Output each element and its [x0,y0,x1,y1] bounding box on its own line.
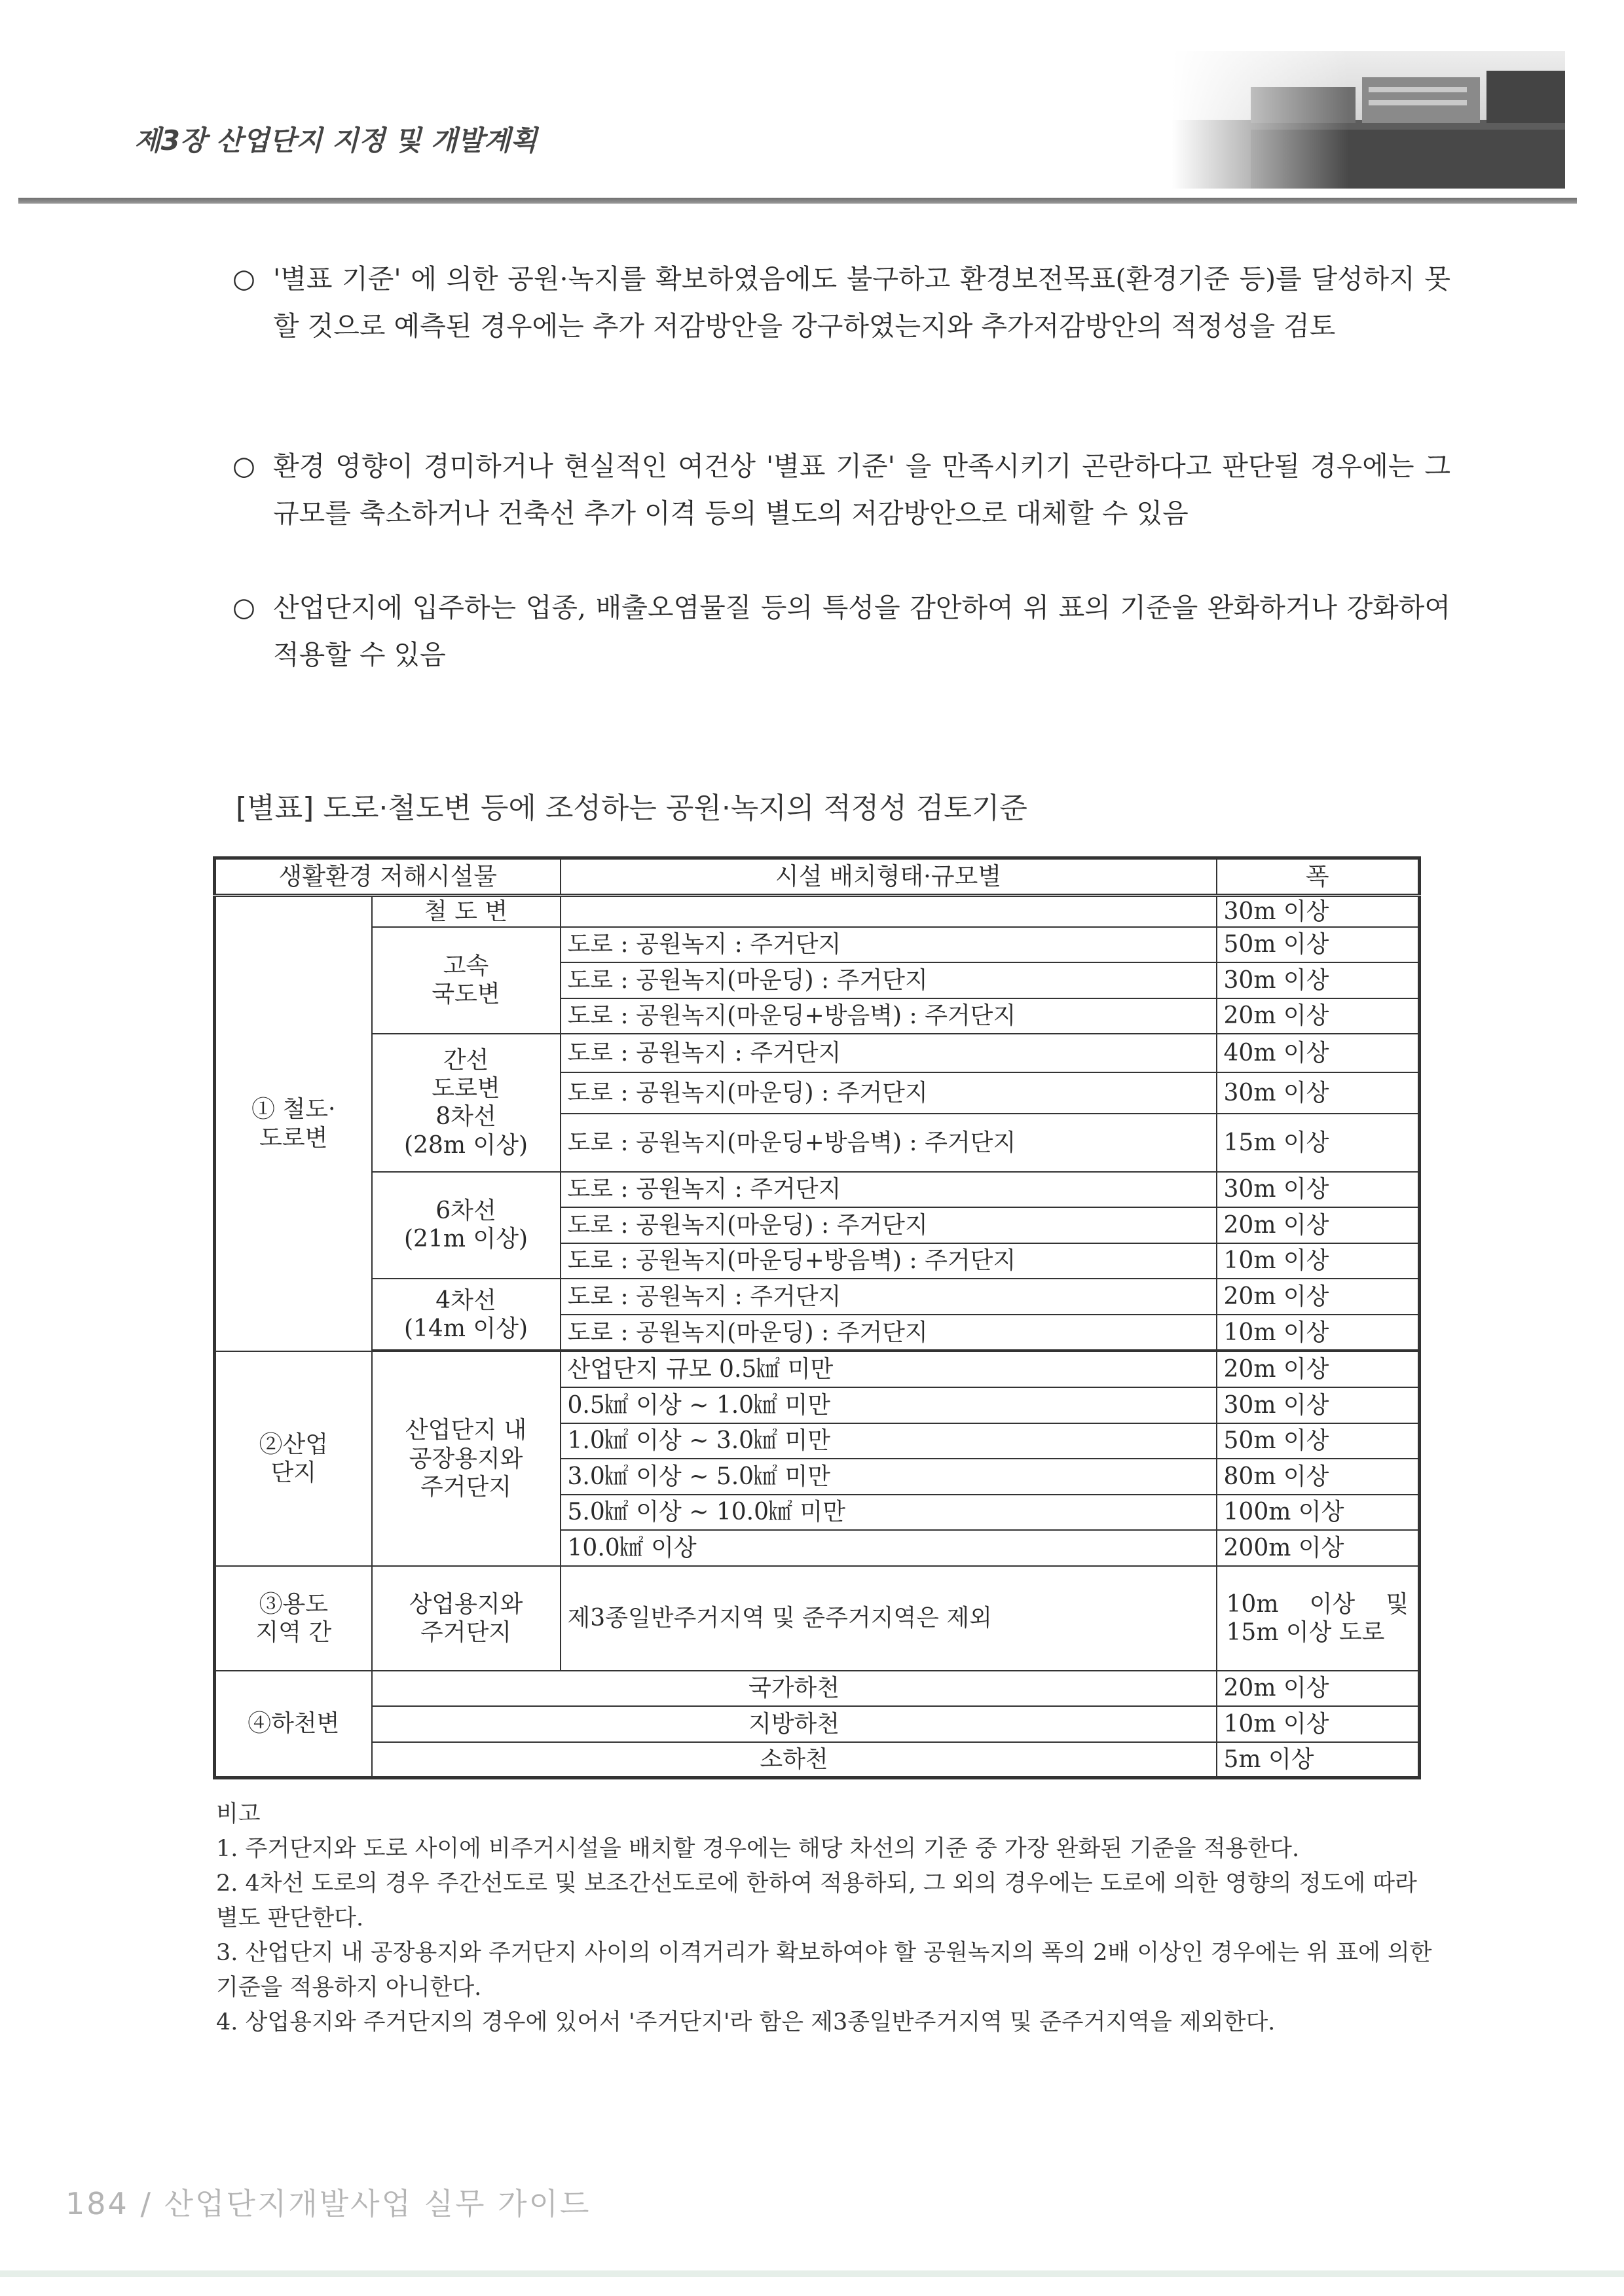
subgroup-factory-residential: 산업단지 내 공장용지와 주거단지 [372,1351,561,1565]
layout-cell: 도로 : 공원녹지 : 주거단지 [561,927,1217,963]
bullet-circle-icon: ○ [232,592,255,623]
group-label-river: ④하천변 [215,1671,372,1778]
layout-cell: 도로 : 공원녹지 : 주거단지 [561,1279,1217,1315]
layout-cell: 도로 : 공원녹지(마운딩) : 주거단지 [561,962,1217,998]
width-cell: 80m 이상 [1217,1459,1420,1495]
layout-cell: 1.0㎢ 이상 ~ 3.0㎢ 미만 [561,1423,1217,1459]
group-label-rail-road: ① 철도· 도로변 [215,895,372,1351]
bullet-paragraph [232,443,1450,537]
bullet-paragraph [232,584,1450,678]
width-cell: 30m 이상 [1217,1172,1420,1208]
layout-cell: 도로 : 공원녹지 : 주거단지 [561,1172,1217,1208]
layout-cell: 지방하천 [372,1706,1217,1742]
header-layout: 시설 배치형태·규모별 [561,858,1217,896]
layout-cell: 도로 : 공원녹지(마운딩+방음벽) : 주거단지 [561,1114,1217,1172]
layout-cell: 소하천 [372,1742,1217,1778]
footer-rule [0,2270,1624,2277]
subgroup-6-lane: 6차선 (21m 이상) [372,1172,561,1279]
width-cell: 10m 이상 [1217,1706,1420,1742]
width-cell: 30m 이상 [1217,962,1420,998]
subgroup-commercial-residential: 상업용지와 주거단지 [372,1566,561,1671]
bullet-text: '별표 기준' 에 의한 공원·녹지를 확보하였음에도 불구하고 환경보전목표(환경기준 등)를 달성하지 못할 것으로 예측된 경우에는 추가 저감방안을 강구하였는지와 추가저감방안의 적정성을 검토 [273,263,1450,342]
width-cell: 20m 이상 [1217,1279,1420,1315]
bullet-paragraph [232,255,1450,350]
note-item: 4. 상업용지와 주거단지의 경우에 있어서 '주거단지'라 함은 제3종일반주거지역 및 준주거지역을 제외한다. [216,2009,1276,2035]
width-cell: 10m 이상 및 15m 이상 도로 [1217,1566,1420,1671]
note-item: 3. 산업단지 내 공장용지와 주거단지 사이의 이격거리가 확보하여야 할 공원녹지의 폭의 2배 이상인 경우에는 위 표에 의한 기준을 적용하지 아니한다. [216,1940,1432,2001]
table-caption: [별표] 도로·철도변 등에 조성하는 공원·녹지의 적정성 검토기준 [236,792,1027,825]
page-number: 184 [65,2186,129,2221]
bullet-circle-icon: ○ [232,264,255,294]
width-cell: 5m 이상 [1217,1742,1420,1778]
layout-cell: 도로 : 공원녹지(마운딩+방음벽) : 주거단지 [561,1243,1217,1279]
width-cell: 30m 이상 [1217,1072,1420,1114]
layout-cell: 도로 : 공원녹지(마운딩) : 주거단지 [561,1072,1217,1114]
width-cell: 50m 이상 [1217,927,1420,963]
book-title: 산업단지개발사업 실무 가이드 [164,2186,591,2221]
subgroup-arterial-8-lane: 간선 도로변 8차선 (28m 이상) [372,1034,561,1171]
width-cell: 30m 이상 [1217,895,1420,927]
width-cell: 30m 이상 [1217,1387,1420,1423]
width-cell: 20m 이상 [1217,998,1420,1034]
subgroup-rail: 철 도 변 [372,895,561,927]
bullet-text: 환경 영향이 경미하거나 현실적인 여건상 '별표 기준' 을 만족시키기 곤란하다고 판단될 경우에는 그 규모를 축소하거나 건축선 추가 이격 등의 별도의 저감방안으로 대체할 수 있음 [273,450,1450,529]
group-label-zoning: ③용도 지역 간 [215,1566,372,1671]
bullet-text: 산업단지에 입주하는 업종, 배출오염물질 등의 특성을 감안하여 위 표의 기준을 완화하거나 강화하여 적용할 수 있음 [273,592,1450,670]
header-facility: 생활환경 저해시설물 [215,858,561,896]
chapter-title: 제3장 산업단지 지정 및 개발계획 [134,124,538,156]
layout-cell: 국가하천 [372,1671,1217,1707]
layout-cell: 10.0㎢ 이상 [561,1530,1217,1566]
layout-cell: 5.0㎢ 이상 ~ 10.0㎢ 미만 [561,1495,1217,1531]
width-cell: 10m 이상 [1217,1315,1420,1351]
header-photo [1172,51,1565,189]
layout-cell: 도로 : 공원녹지(마운딩) : 주거단지 [561,1207,1217,1243]
group-label-industrial-complex: ②산업 단지 [215,1351,372,1565]
layout-cell: 도로 : 공원녹지(마운딩+방음벽) : 주거단지 [561,998,1217,1034]
width-cell: 20m 이상 [1217,1671,1420,1707]
notes [216,1797,1434,2040]
layout-cell: 0.5㎢ 이상 ~ 1.0㎢ 미만 [561,1387,1217,1423]
width-cell: 200m 이상 [1217,1530,1420,1566]
footer [65,2180,591,2223]
note-item: 2. 4차선 도로의 경우 주간선도로 및 보조간선도로에 한하여 적용하되, 그 외의 경우에는 도로에 의한 영향의 정도에 따라 별도 판단한다. [216,1870,1417,1931]
footer-separator: / [140,2186,153,2221]
subgroup-4-lane: 4차선 (14m 이상) [372,1279,561,1350]
note-item: 1. 주거단지와 도로 사이에 비주거시설을 배치할 경우에는 해당 차선의 기준 중 가장 완화된 기준을 적용한다. [216,1836,1300,1862]
bullet-circle-icon: ○ [232,451,255,481]
subgroup-highway: 고속 국도변 [372,927,561,1034]
width-cell: 20m 이상 [1217,1351,1420,1387]
header-width: 폭 [1217,858,1420,896]
layout-cell: 3.0㎢ 이상 ~ 5.0㎢ 미만 [561,1459,1217,1495]
width-cell: 100m 이상 [1217,1495,1420,1531]
width-cell: 50m 이상 [1217,1423,1420,1459]
width-cell: 10m 이상 [1217,1243,1420,1279]
layout-cell: 도로 : 공원녹지(마운딩) : 주거단지 [561,1315,1217,1351]
header-rule [18,198,1577,204]
layout-cell: 산업단지 규모 0.5㎢ 미만 [561,1351,1217,1387]
width-cell: 15m 이상 [1217,1114,1420,1172]
width-cell: 40m 이상 [1217,1034,1420,1072]
layout-cell: 제3종일반주거지역 및 준주거지역은 제외 [561,1566,1217,1671]
width-cell: 20m 이상 [1217,1207,1420,1243]
notes-title: 비고 [216,1801,261,1827]
layout-cell: 도로 : 공원녹지 : 주거단지 [561,1034,1217,1072]
layout-cell [561,895,1217,927]
standards-table [213,856,1421,1779]
